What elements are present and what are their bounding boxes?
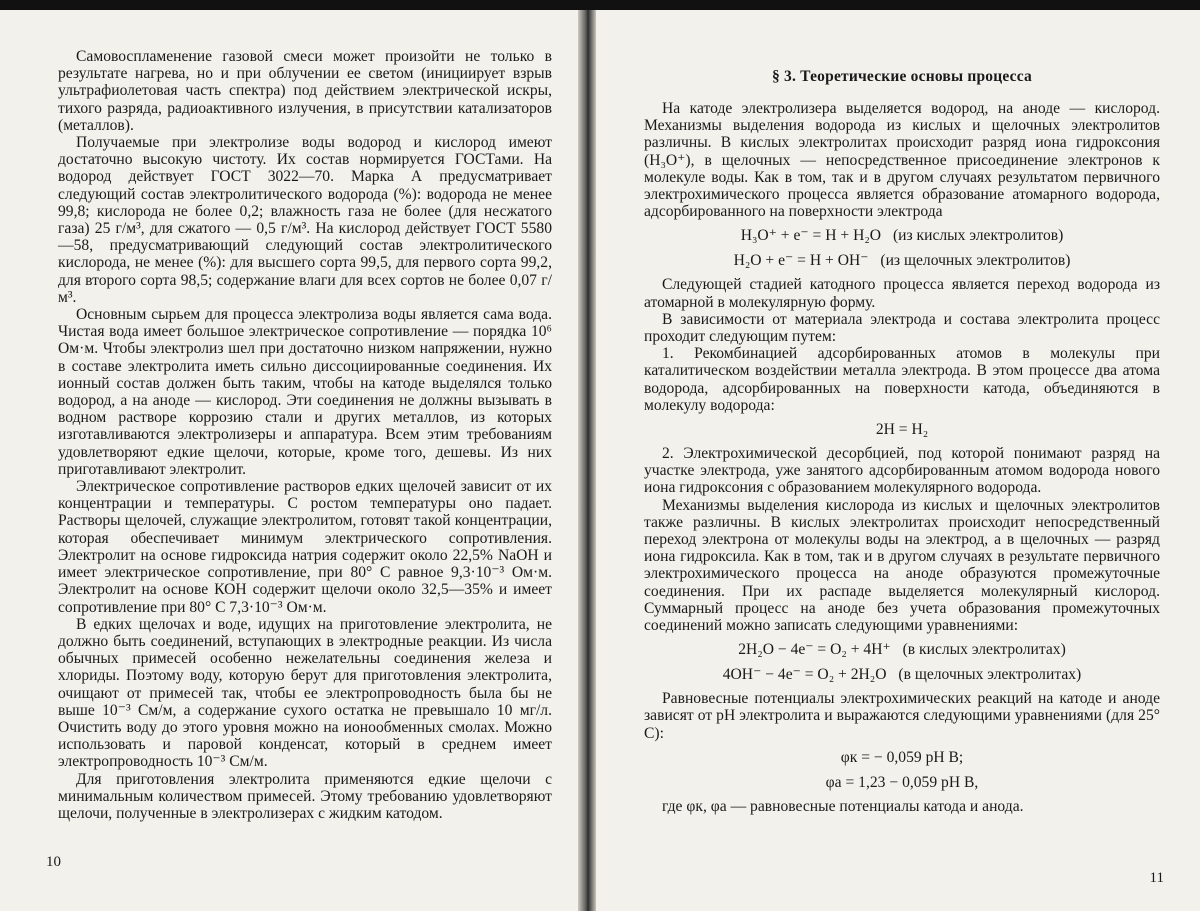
equation-1-note: (из кислых электролитов) [892,227,1064,245]
equation-4-note: (в кислых электролитах) [902,641,1066,659]
section-heading: § 3. Теоретические основы процесса [772,68,1032,85]
equation-2-note: (из щелочных электролитов) [880,252,1071,270]
equation-2 [644,251,1160,270]
right-page [596,10,1200,911]
equation-1 [644,226,1160,245]
equation-4 [644,640,1160,659]
right-paragraph-4: 1. Рекомбинацией адсорбированных атомов в молекулы при каталитическом воздействии металла электрода. В этом процессе два атома водорода, адсорбированных на поверхности катода, объединяются в молекулу водорода: [644,345,1160,414]
equation-6 [644,748,1160,767]
left-paragraph-4: Электрическое сопротивление растворов едких щелочей зависит от их концентрации и температуры. С ростом температуры оно падает. Растворы щелочей, служащие электролитом, готовят такой концентрации, которая обеспечивает минимум электрического сопротивления. Электролит на основе гидроксида натрия содержит около 22,5% NaOH и имеет электрическое сопротивление, при 80° С равное 9,3·10⁻³ Ом·м. Электролит на основе КОН содержит щелочи около 32,5—35% и имеет сопротивление при 80° С 7,3·10⁻³ Ом·м. [58,478,552,616]
book-gutter [578,10,596,911]
right-paragraph-8: где φк, φа — равновесные потенциалы катода и анода. [662,797,1024,815]
right-paragraph-2: Следующей стадией катодного процесса является переход водорода из атомарной в молекулярную форму. [644,276,1160,311]
equation-5 [644,665,1160,684]
equation-3-formula: 2H = H₂ [875,421,929,439]
equation-6-formula: φк = − 0,059 pH В; [840,748,964,766]
equation-1-formula: H₃O⁺ + e⁻ = H + H₂O [740,227,882,245]
equation-4-formula: 2H₂O − 4e⁻ = O₂ + 4H⁺ [738,641,891,659]
scan-top-edge [0,0,1200,10]
left-paragraph-3: Основным сырьем для процесса электролиза воды является сама вода. Чистая вода имеет большое электрическое сопротивление — порядка 10⁶ Ом·м. Чтобы электролиз шел при достаточно низком напряжении, нужно в составе электролита иметь сильно диссоциированные соединения. Их ионный состав должен быть таким, чтобы на катоде выделялся только водород, а на аноде — кислород. Эти соединения не должны вызывать в водном растворе коррозию стали и других металлов, из которых изготавливаются электролизеры и аппаратура. Всем этим требованиям удовлетворяют едкие щелочи, которые, кроме того, дешевы. Из них приготавливают электролит. [58,306,552,478]
left-paragraph-5: В едких щелочах и воде, идущих на приготовление электролита, не должно быть соединений, вступающих в электродные реакции. Из числа обычных примесей особенно нежелательны соединения железа и хлориды. Поэтому воду, которую берут для приготовления электролита, очищают от примесей так, чтобы ее электропроводность была бы не выше 10⁻³ См/м, а содержание сухого остатка не превышало 10 мг/л. Очистить воду до этого уровня можно на ионообменных смолах. Можно использовать и паровой конденсат, который в среднем имеет электропроводность 10⁻³ См/м. [58,615,552,771]
left-paragraph-6: Для приготовления электролита применяются едкие щелочи с минимальным количеством примесей. Этому требованию удовлетворяют щелочи, полученные в электролизерах с жидким катодом. [58,770,552,822]
right-paragraph-7: Равновесные потенциалы электрохимических реакций на катоде и аноде зависят от pH электролита и выражаются следующими уравнениями (для 25° С): [644,690,1160,742]
equation-3 [644,420,1160,439]
equation-5-formula: 4OH⁻ − 4e⁻ = O₂ + 2H₂O [722,666,887,684]
equation-5-note: (в щелочных электролитах) [898,666,1082,684]
left-paragraph-1: Самовоспламенение газовой смеси может произойти не только в результате нагрева, но и при облучении ее светом (инициирует взрыв ультрафиолетовая часть спектра) под действием электрической искры, тихого разряда, радиоактивного излучения, в присутствии катализаторов (металлов). [58,48,552,134]
left-page [0,10,578,911]
left-paragraph-2: Получаемые при электролизе воды водород и кислород имеют достаточно высокую чистоту. Их состав нормируется ГОСТами. На водород действует ГОСТ 3022—70. Марка А предусматривает следующий состав электролитического водорода (%): водорода не менее 99,8; кислорода не более 0,2; влажность газа не более (для несжатого газа) 25 г/м³, для сжатого — 0,5 г/м³. На кислород действует ГОСТ 5580—58, предусматривающий следующий состав электролитического кислорода, не менее (%): для высшего сорта 99,5, для первого сорта 99,2, для второго сорта 98,5; содержание влаги для всех сортов не более 0,07 г/м³. [58,134,552,306]
left-page-number: 10 [46,854,61,870]
right-paragraph-6: Механизмы выделения кислорода из кислых и щелочных электролитов также различны. В кислых электролитах происходит непосредственный переход электрона от молекулы воды на электрод, а в щелочных — разряд иона гидроксила. Как в том, так и в другом случаях в результате первичного электрохимического процесса на аноде образуются промежуточные соединения. При их распаде выделяется молекулярный кислород. Суммарный процесс на аноде без учета образования промежуточных соединений можно записать следующими уравнениями: [644,496,1160,635]
right-paragraph-1: На катоде электролизера выделяется водород, на аноде — кислород. Механизмы выделения водорода из кислых и щелочных электролитов различны. В кислых электролитах происходит разряд иона гидроксония (H₃O⁺), в щелочных — непосредственное присоединение электронов к молекуле воды. Как в том, так и в другом случаях результатом первичного электрохимического процесса является образование атомарного водорода, адсорбированного на поверхности электрода [644,100,1160,221]
right-paragraph-5: 2. Электрохимической десорбцией, под которой понимают разряд на участке электрода, уже занятого адсорбированным атомом водорода нового иона гидроксония с образованием молекулярного водорода. [644,445,1160,497]
equation-7 [644,773,1160,792]
right-paragraph-3: В зависимости от материала электрода и состава электролита процесс проходит следующим путем: [644,310,1160,346]
right-page-number: 11 [1149,870,1164,886]
equation-2-formula: H₂O + e⁻ = H + OH⁻ [733,252,869,270]
equation-7-formula: φа = 1,23 − 0,059 pH В, [825,773,979,791]
